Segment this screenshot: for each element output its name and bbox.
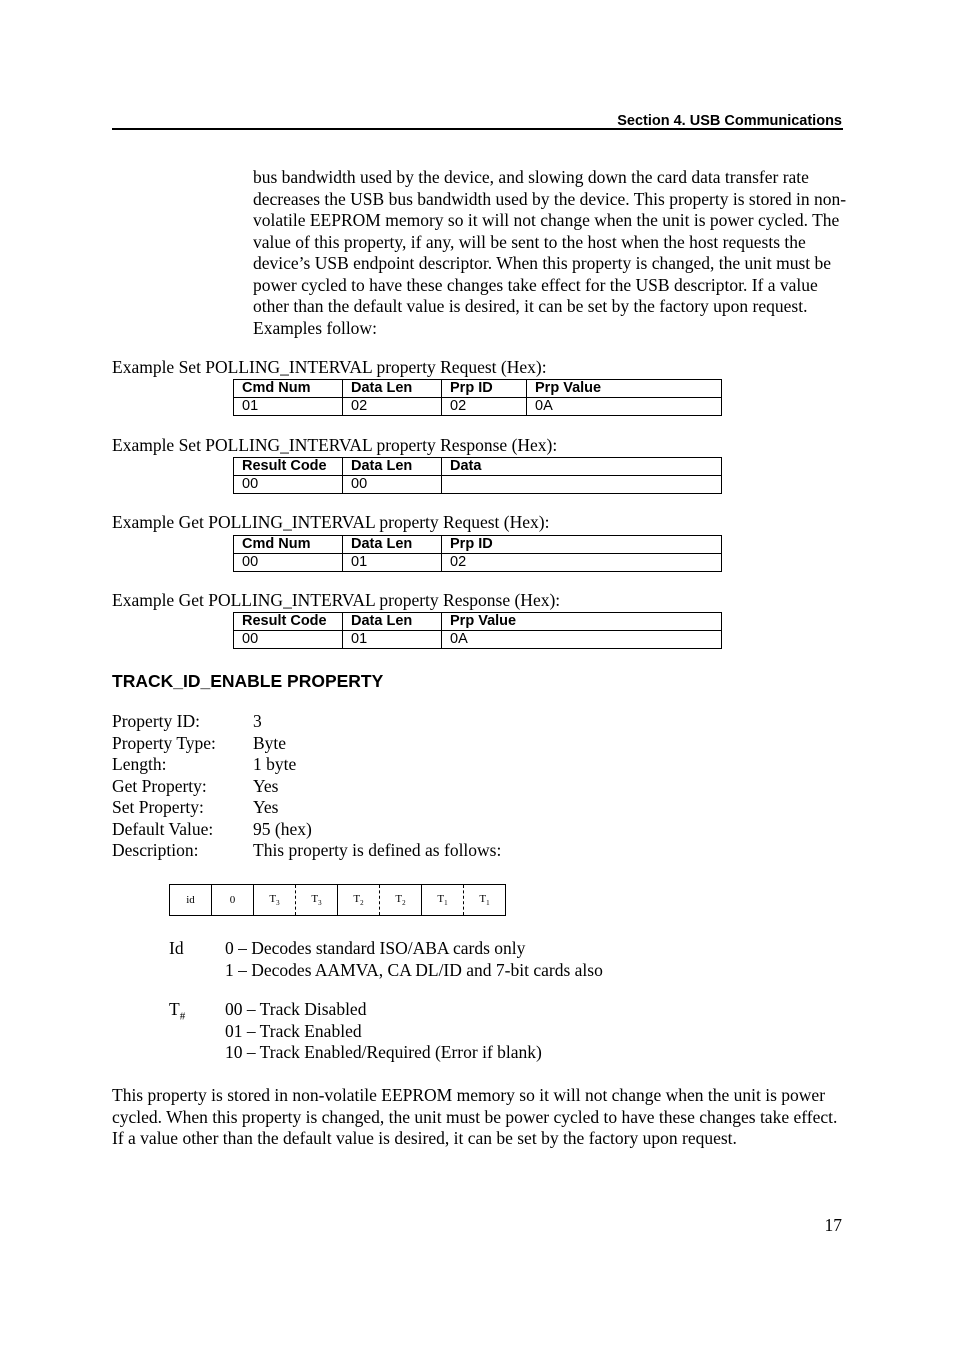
- example-get-request-table: [233, 535, 722, 572]
- property-row: [112, 819, 501, 841]
- table-header-cell: Data Len: [343, 536, 442, 554]
- closing-paragraph: This property is stored in non-volatile EEPROM memory so it will not change when the unit is power cycled. When this property is changed, the unit must be power cycled to have these changes take effect. If a value other than the default value is desired, it can be set by the factory upon request.: [112, 1085, 838, 1148]
- bit-cell: $T_1$: [422, 885, 464, 916]
- property-value: This property is defined as follows:: [253, 840, 502, 860]
- property-value: Yes: [253, 775, 279, 796]
- property-row: [112, 776, 501, 798]
- page-number: 17: [824, 1215, 842, 1235]
- table-cell: 02: [442, 398, 527, 416]
- table-header-cell: Prp ID: [442, 536, 722, 554]
- example-set-request-table: [233, 379, 722, 416]
- property-label: Property Type:: [112, 732, 216, 753]
- table-header-cell: Result Code: [234, 458, 343, 476]
- table-header-cell: Prp Value: [442, 613, 722, 631]
- definition-lines: [225, 999, 542, 1064]
- bit-cell: id: [170, 885, 212, 916]
- table-cell: 02: [442, 554, 722, 572]
- property-label: Length:: [112, 754, 167, 774]
- property-value: 95 (hex): [253, 818, 312, 839]
- bit-cell: $T_2$: [338, 885, 380, 916]
- bit-layout-table: [169, 884, 506, 916]
- table-cell: 00: [343, 476, 442, 494]
- table-header-cell: Result Code: [234, 613, 343, 631]
- table-cell: 02: [343, 398, 442, 416]
- definition-lines: [225, 938, 603, 981]
- example-set-response-table: [233, 457, 722, 494]
- table-cell: 00: [234, 631, 343, 649]
- definition-line: 0 – Decodes standard ISO/ABA cards only: [225, 938, 526, 958]
- property-label: Property ID:: [112, 711, 200, 731]
- property-value: Byte: [253, 732, 287, 753]
- property-row: [112, 711, 501, 733]
- table-header-cell: Data Len: [343, 613, 442, 631]
- property-value: Yes: [253, 797, 279, 817]
- definition-line: 01 – Track Enabled: [225, 1020, 362, 1041]
- table-cell: 01: [343, 631, 442, 649]
- table-header-cell: Data Len: [343, 380, 442, 398]
- bit-cell: $T_3$: [296, 885, 338, 916]
- property-row: [112, 733, 501, 755]
- example-get-response-table: [233, 612, 722, 649]
- property-row: [112, 840, 501, 862]
- table-header-cell: Prp ID: [442, 380, 527, 398]
- definition-key: $T_{\#}$: [169, 999, 186, 1023]
- intro-paragraph: bus bandwidth used by the device, and slowing down the card data transfer rate decreases the USB bus bandwidth used by the device. This property is stored in non-volatile EEPROM memory so it will not change when the unit is power cycled. The value of this property, if any, will be sent to the host when the host requests the device’s USB endpoint descriptor. When this property is changed, the unit must be power cycled to have these changes take effect for the USB descriptor. If a value other than the default value is desired, it can be set by the factory upon request. Examples follow:: [253, 167, 847, 338]
- track-definition: [169, 999, 769, 1065]
- track-id-enable-heading: TRACK_ID_ENABLE PROPERTY: [112, 671, 384, 691]
- table-cell: 00: [234, 554, 343, 572]
- table-cell: 01: [234, 398, 343, 416]
- example-get-response-caption: Example Get POLLING_INTERVAL property Response (Hex):: [112, 590, 561, 610]
- table-header-cell: Data: [442, 458, 722, 476]
- table-header-cell: Prp Value: [527, 380, 722, 398]
- property-value: 3: [253, 711, 262, 731]
- header-rule: [112, 128, 843, 130]
- bit-cell: $T_1$: [464, 885, 506, 916]
- definition-key: Id: [169, 938, 184, 958]
- bit-cell: $T_3$: [254, 885, 296, 916]
- definition-line: 1 – Decodes AAMVA, CA DL/ID and 7-bit cards also: [225, 959, 603, 980]
- bit-cell: $T_2$: [380, 885, 422, 916]
- example-set-request-caption: Example Set POLLING_INTERVAL property Request (Hex):: [112, 357, 547, 377]
- table-header-cell: Cmd Num: [234, 380, 343, 398]
- property-row: [112, 797, 501, 819]
- table-cell: [442, 476, 722, 494]
- table-cell: 01: [343, 554, 442, 572]
- id-definition: [169, 938, 769, 982]
- property-value: 1 byte: [253, 754, 297, 774]
- table-cell: 0A: [442, 631, 722, 649]
- table-header-cell: Data Len: [343, 458, 442, 476]
- bit-cell: 0: [212, 885, 254, 916]
- section-header-title: Section 4. USB Communications: [617, 113, 842, 129]
- property-label: Get Property:: [112, 775, 207, 796]
- definition-line: 10 – Track Enabled/Required (Error if blank): [225, 1042, 542, 1062]
- table-header-cell: Cmd Num: [234, 536, 343, 554]
- property-label: Description:: [112, 840, 199, 860]
- example-set-response-caption: Example Set POLLING_INTERVAL property Response (Hex):: [112, 435, 558, 455]
- table-cell: 0A: [527, 398, 722, 416]
- property-label: Set Property:: [112, 797, 204, 817]
- definition-line: 00 – Track Disabled: [225, 999, 367, 1019]
- property-label: Default Value:: [112, 818, 214, 839]
- property-row: [112, 754, 501, 776]
- property-list: [112, 711, 501, 862]
- table-cell: 00: [234, 476, 343, 494]
- example-get-request-caption: Example Get POLLING_INTERVAL property Request (Hex):: [112, 512, 550, 532]
